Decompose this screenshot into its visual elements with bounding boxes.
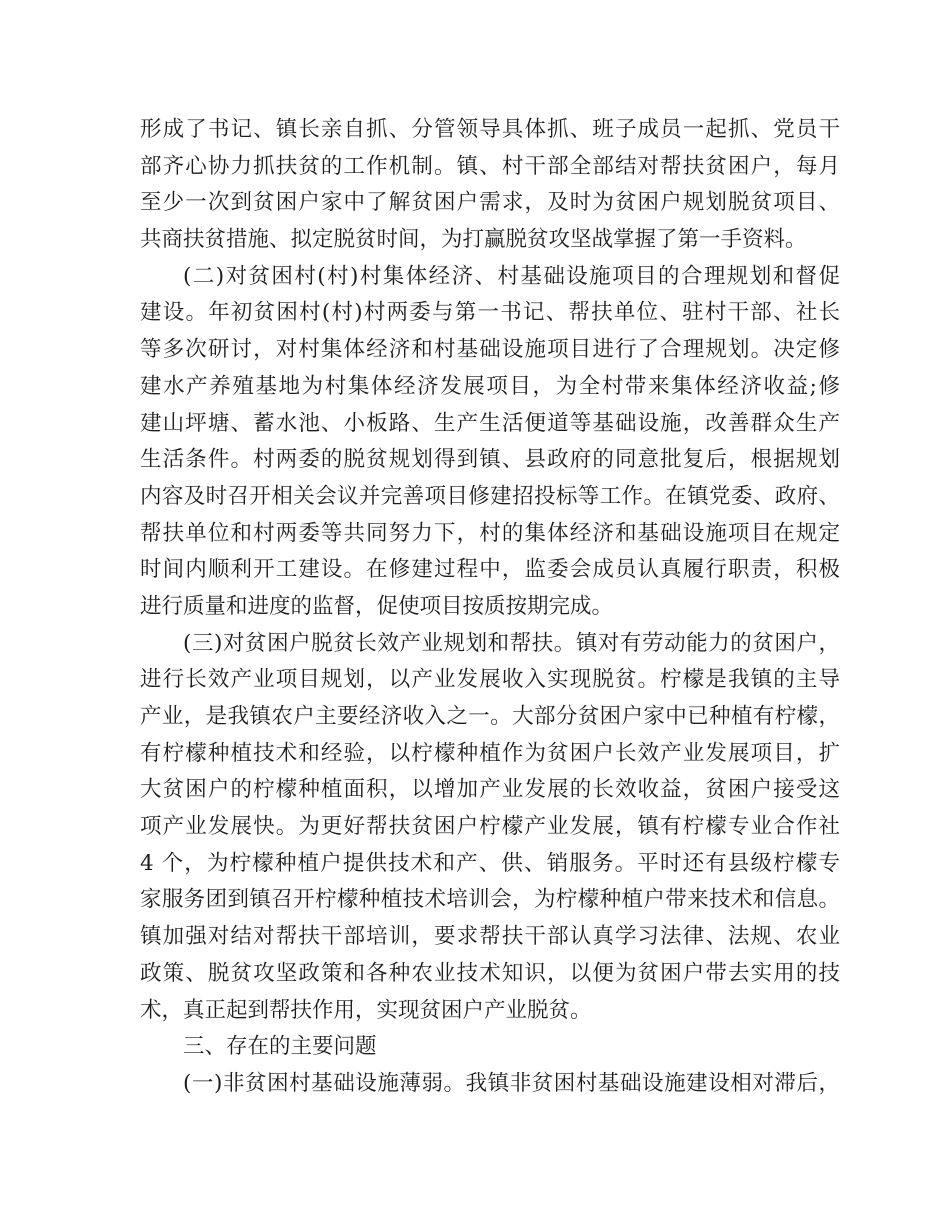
text-line: 三、存在的主要问题 — [183, 1034, 377, 1060]
document-body — [140, 112, 840, 1103]
text-line: 帮扶单位和村两委等共同努力下，村的集体经济和基础设施项目在规定 — [140, 520, 840, 546]
text-line: 产业，是我镇农户主要经济收入之一。大部分贫困户家中已种植有柠檬， — [140, 704, 840, 729]
text-line: 建设。年初贫困村(村)村两委与第一书记、帮扶单位、驻村干部、社长 — [140, 300, 840, 326]
text-line: 等多次研讨，对村集体经济和村基础设施项目进行了合理规划。决定修 — [140, 337, 840, 363]
text-line: 进行质量和进度的监督，促使项目按质按期完成。 — [140, 593, 614, 619]
text-line: 形成了书记、镇长亲自抓、分管领导具体抓、班子成员一起抓、党员干 — [140, 117, 840, 142]
text-line: 4 个，为柠檬种植户提供技术和产、供、销服务。平时还有县级柠檬专 — [140, 850, 840, 876]
text-line: 有柠檬种植技术和经验，以柠檬种植作为贫困户长效产业发展项目，扩 — [140, 740, 840, 766]
text-line: (一)非贫困村基础设施薄弱。我镇非贫困村基础设施建设相对滞后， — [183, 1070, 840, 1096]
text-line: 家服务团到镇召开柠檬种植技术培训会，为柠檬种植户带来技术和信息。 — [140, 887, 840, 913]
text-line: (三)对贫困户脱贫长效产业规划和帮扶。镇对有劳动能力的贫困户， — [183, 630, 840, 656]
text-line: 至少一次到贫困户家中了解贫困户需求，及时为贫困户规划脱贫项目、 — [140, 190, 840, 216]
text-line: 部齐心协力抓扶贫的工作机制。镇、村干部全部结对帮扶贫困户，每月 — [140, 153, 840, 179]
text-line: 时间内顺利开工建设。在修建过程中，监委会成员认真履行职责，积极 — [140, 557, 840, 583]
text-line: 镇加强对结对帮扶干部培训，要求帮扶干部认真学习法律、法规、农业 — [140, 924, 840, 950]
text-line: 内容及时召开相关会议并完善项目修建招投标等工作。在镇党委、政府、 — [140, 483, 840, 509]
text-line: 进行长效产业项目规划，以产业发展收入实现脱贫。柠檬是我镇的主导 — [140, 667, 840, 693]
text-line: 项产业发展快。为更好帮扶贫困户柠檬产业发展，镇有柠檬专业合作社 — [140, 814, 840, 840]
text-line: 大贫困户的柠檬种植面积，以增加产业发展的长效收益，贫困户接受这 — [140, 777, 840, 803]
text-line: 建山坪塘、蓄水池、小板路、生产生活便道等基础设施，改善群众生产 — [140, 410, 840, 436]
text-line: (二)对贫困村(村)村集体经济、村基础设施项目的合理规划和督促 — [183, 263, 840, 289]
text-line: 共商扶贫措施、拟定脱贫时间，为打赢脱贫攻坚战掌握了第一手资料。 — [140, 227, 807, 253]
text-line: 生活条件。村两委的脱贫规划得到镇、县政府的同意批复后，根据规划 — [140, 447, 840, 473]
text-line: 政策、脱贫攻坚政策和各种农业技术知识，以便为贫困户带去实用的技 — [140, 960, 840, 986]
text-line: 建水产养殖基地为村集体经济发展项目，为全村带来集体经济收益;修 — [140, 373, 840, 399]
text-line: 术，真正起到帮扶作用，实现贫困户产业脱贫。 — [140, 997, 592, 1023]
